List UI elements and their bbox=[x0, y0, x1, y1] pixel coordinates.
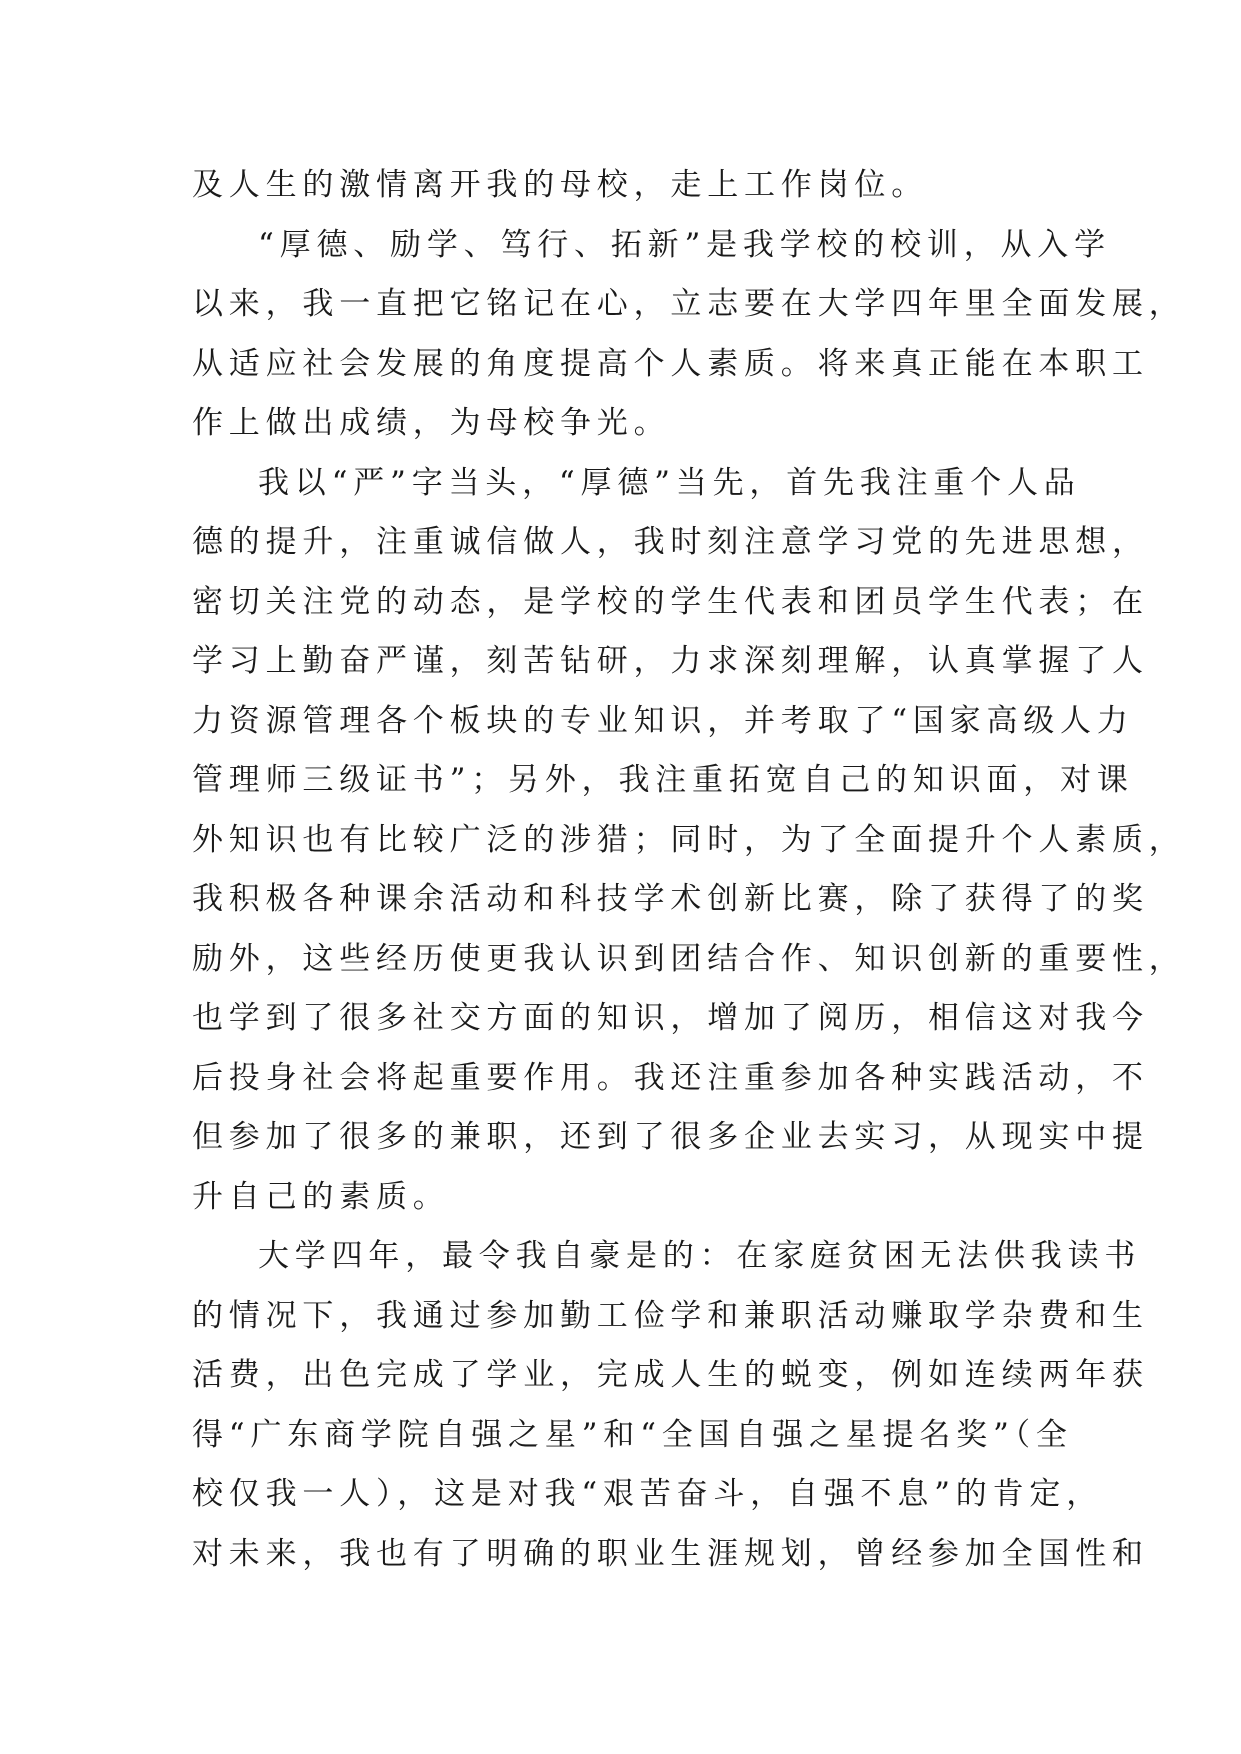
text-line: 励外，这些经历使更我认识到团结合作、知识创新的重要性， bbox=[192, 940, 1186, 977]
text-line: 力资源管理各个板块的专业知识，并考取了“国家高级人力 bbox=[192, 702, 1134, 739]
text-line: 但参加了很多的兼职，还到了很多企业去实习，从现实中提 bbox=[192, 1119, 1149, 1155]
text-line: 升自己的素质。 bbox=[192, 1178, 450, 1215]
text-line: 我以“严”字当头，“厚德”当先，首先我注重个人品 bbox=[258, 464, 1081, 501]
text-line: 从适应社会发展的角度提高个人素质。将来真正能在本职工 bbox=[192, 345, 1149, 382]
text-line: 外知识也有比较广泛的涉猎；同时，为了全面提升个人素质， bbox=[192, 821, 1186, 858]
text-line: 管理师三级证书”；另外，我注重拓宽自己的知识面，对课 bbox=[192, 762, 1134, 798]
body-text bbox=[192, 156, 1186, 1584]
text-line: 校仅我一人），这是对我“艰苦奋斗，自强不息”的肯定， bbox=[192, 1476, 1103, 1512]
text-line: 作上做出成绩，为母校争光。 bbox=[192, 405, 671, 441]
text-line: 我积极各种课余活动和科技学术创新比赛，除了获得了的奖 bbox=[192, 881, 1149, 917]
text-line: 对未来，我也有了明确的职业生涯规划，曾经参加全国性和 bbox=[192, 1535, 1149, 1572]
text-line: 得“广东商学院自强之星”和“全国自强之星提名奖”（全 bbox=[192, 1416, 1073, 1453]
text-line: 密切关注党的动态，是学校的学生代表和团员学生代表；在 bbox=[192, 583, 1149, 620]
text-line: 大学四年，最令我自豪是的：在家庭贫困无法供我读书 bbox=[258, 1238, 1142, 1274]
text-line: 学习上勤奋严谨，刻苦钻研，力求深刻理解，认真掌握了人 bbox=[192, 643, 1149, 679]
text-line: “厚德、励学、笃行、拓新”是我学校的校训，从入学 bbox=[258, 226, 1111, 263]
text-line: 活费，出色完成了学业，完成人生的蜕变，例如连续两年获 bbox=[192, 1357, 1149, 1393]
text-line: 也学到了很多社交方面的知识，增加了阅历，相信这对我今 bbox=[192, 1000, 1149, 1036]
text-line: 德的提升，注重诚信做人，我时刻注意学习党的先进思想， bbox=[192, 524, 1149, 560]
text-line: 以来，我一直把它铭记在心，立志要在大学四年里全面发展， bbox=[192, 286, 1186, 322]
text-line: 后投身社会将起重要作用。我还注重参加各种实践活动，不 bbox=[192, 1059, 1149, 1096]
text-line: 的情况下，我通过参加勤工俭学和兼职活动赚取学杂费和生 bbox=[192, 1297, 1149, 1334]
text-line: 及人生的激情离开我的母校，走上工作岗位。 bbox=[192, 167, 928, 203]
